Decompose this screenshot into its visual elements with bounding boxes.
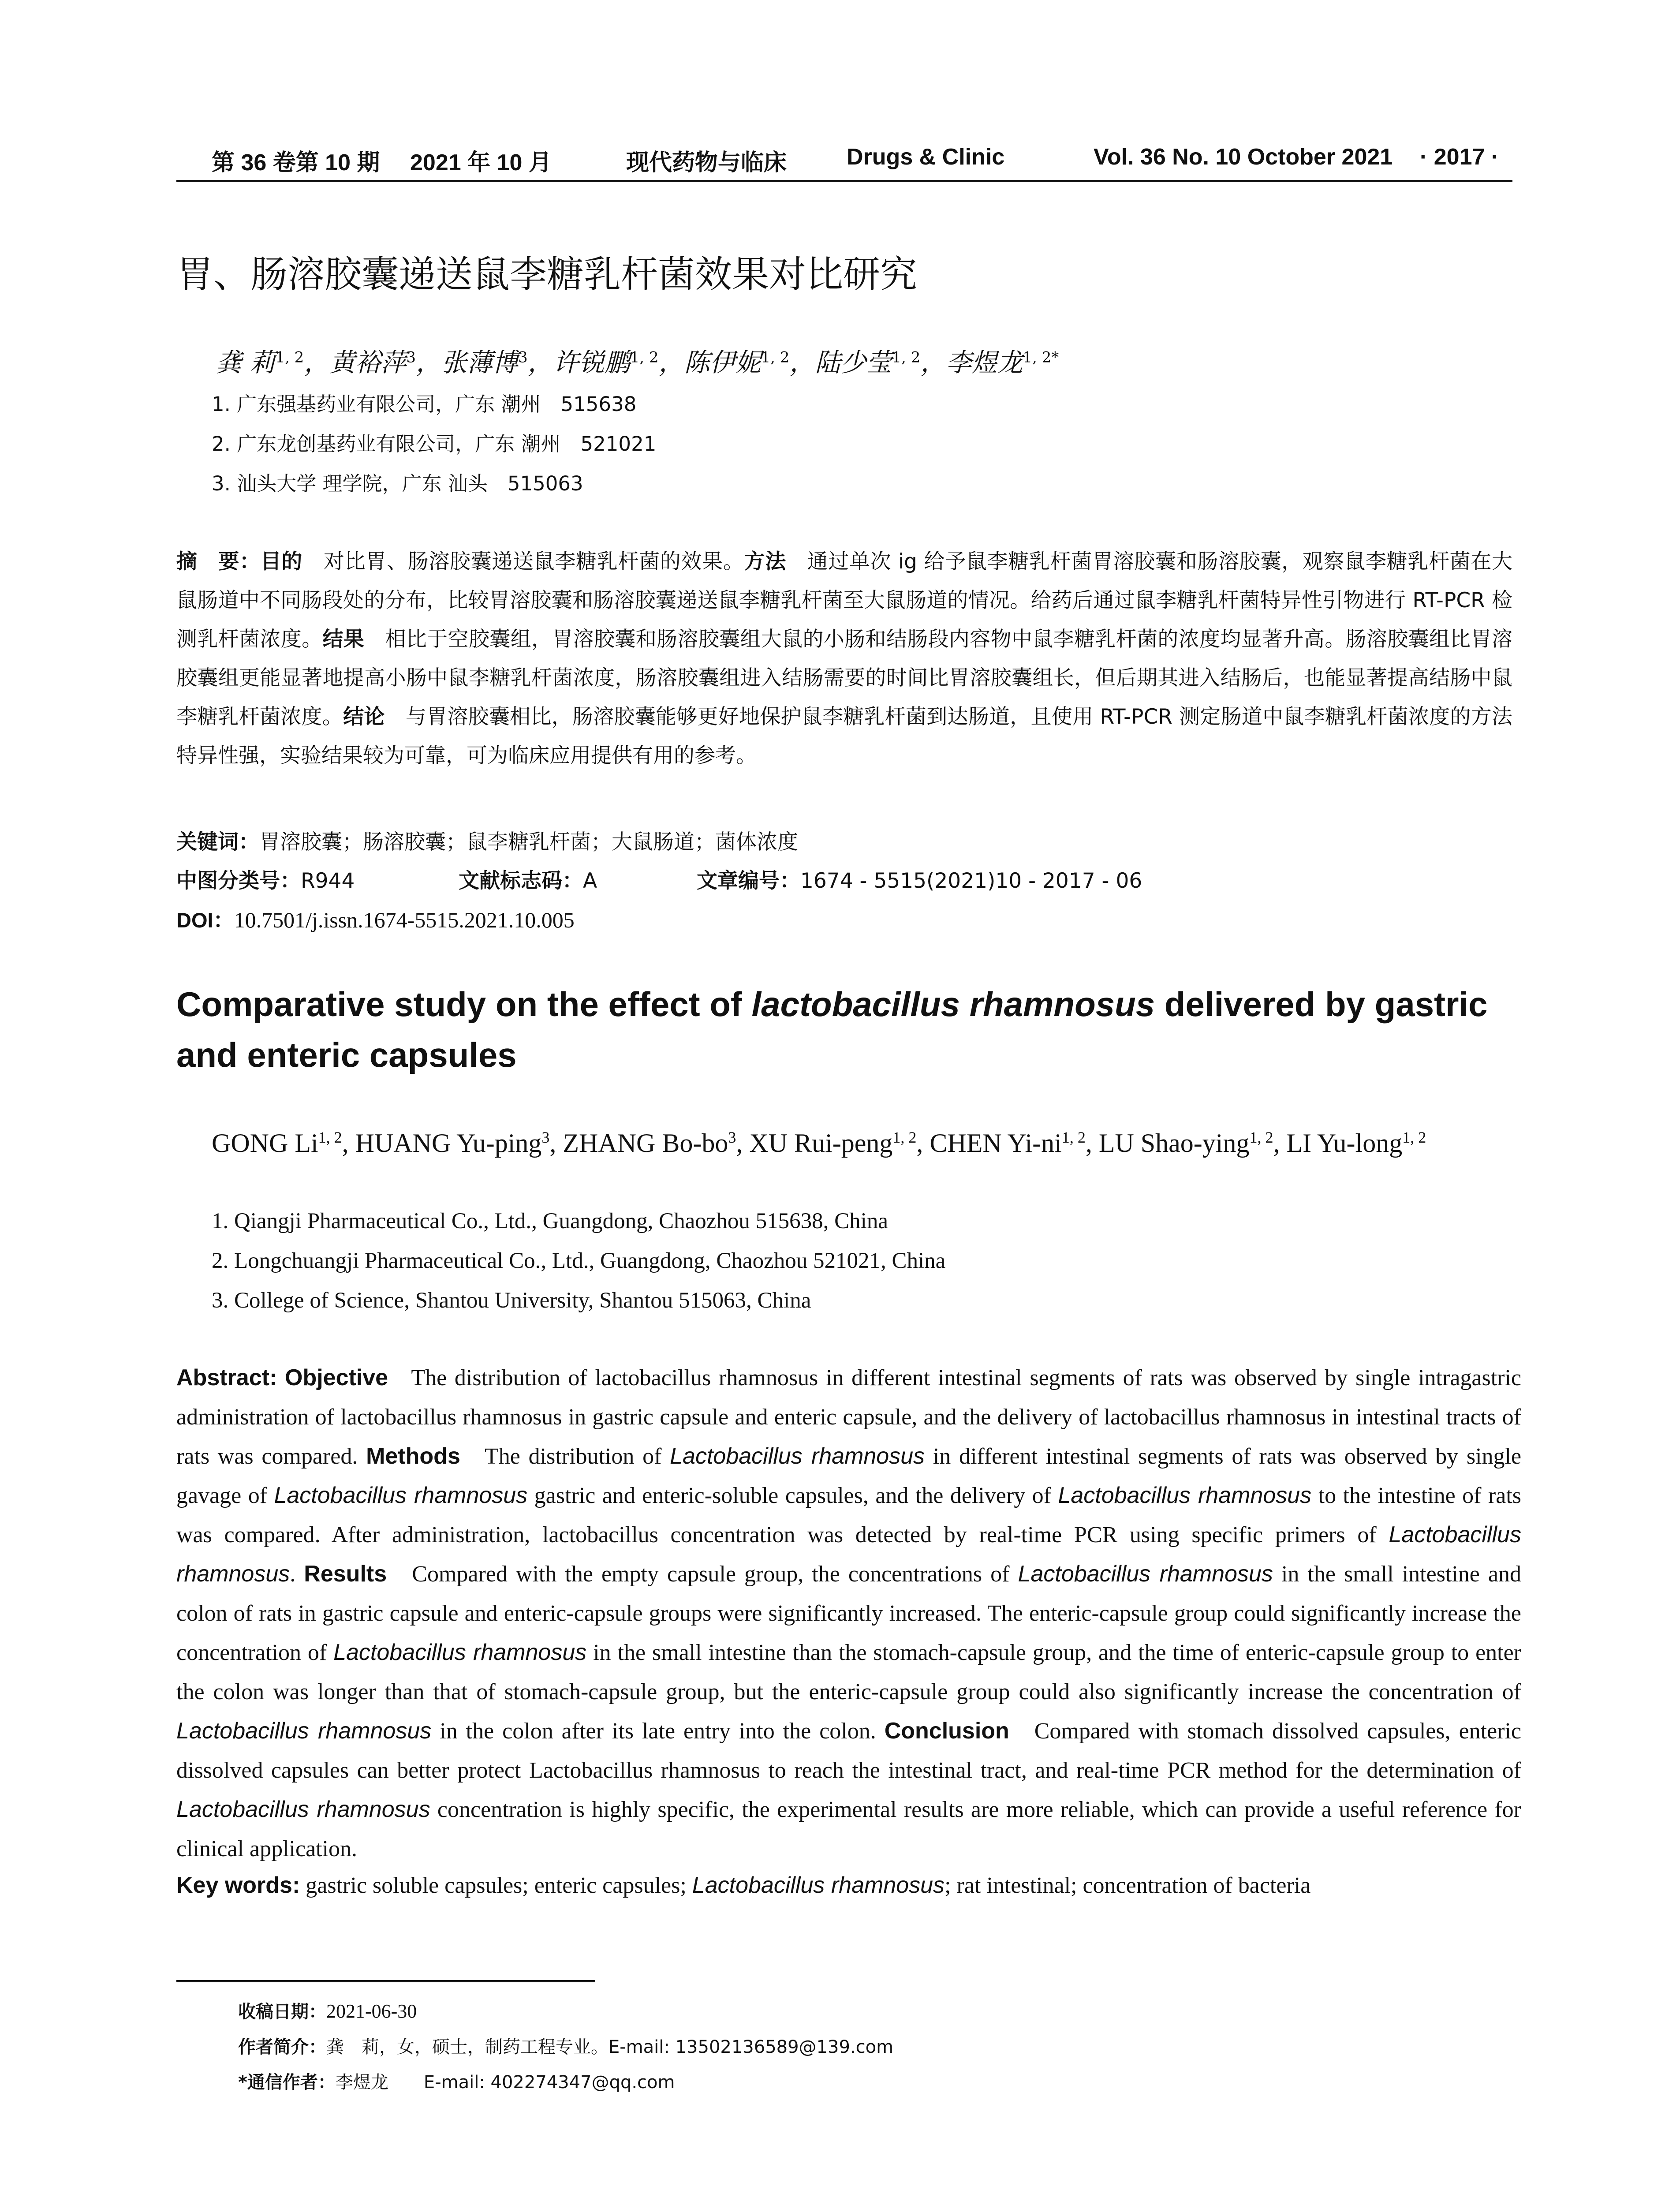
running-header — [176, 140, 1512, 182]
en-author — [749, 1129, 916, 1158]
cn-author-separator: ， — [304, 348, 330, 377]
results-label-en: Results — [304, 1561, 387, 1587]
document-code: 文献标志码：A — [459, 869, 597, 893]
article-number: 文章编号：1674 - 5515(2021)10 - 2017 - 06 — [697, 869, 1142, 893]
affiliation-en-1: 1. Qiangji Pharmaceutical Co., Ltd., Guangdong, Chaozhou 515638, China — [212, 1209, 888, 1233]
keywords-text-cn: 胃溶胶囊；肠溶胶囊；鼠李糖乳杆菌；大鼠肠道；菌体浓度 — [259, 830, 798, 854]
affiliation-cn-3: 3. 汕头大学 理学院，广东 汕头 515063 — [212, 472, 583, 495]
cn-author-separator: ， — [416, 348, 442, 377]
objective-label-en: Objective — [285, 1365, 388, 1390]
en-author-name: GONG Li — [212, 1129, 318, 1158]
affiliation-cn-1: 1. 广东强基药业有限公司，广东 潮州 515638 — [212, 392, 637, 416]
author-list-cn — [216, 342, 1059, 379]
conclusion-text-cn: 与胃溶胶囊相比，肠溶胶囊能够更好地保护鼠李糖乳杆菌到达肠道，且使用 RT-PCR 测定肠道中鼠李糖乳杆菌浓度的方法特异性强，实验结果较为可靠，可为临床应用提供有用的参考。 — [176, 705, 1512, 768]
affiliation-en-3: 3. College of Science, Shantou University, Shantou 515063, China — [212, 1288, 811, 1313]
en-author-name: HUANG Yu-ping — [355, 1129, 542, 1158]
cn-author-affiliation-mark: 1, 2 — [275, 348, 304, 366]
results-label-cn: 结果 — [322, 627, 365, 651]
cn-author-separator: ， — [527, 348, 553, 377]
cn-author-name: 龚 莉 — [216, 348, 276, 377]
cn-author — [815, 348, 921, 377]
classification-line — [176, 864, 1512, 891]
en-author-separator: , — [549, 1129, 563, 1158]
cn-author — [553, 348, 659, 377]
en-author — [563, 1129, 736, 1158]
header-journal-en: Drugs & Clinic — [847, 144, 1005, 170]
title-species: lactobacillus rhamnosus — [751, 985, 1155, 1024]
cn-author-affiliation-mark: 1, 2* — [1023, 348, 1059, 366]
cn-author-name: 陆少莹 — [815, 348, 892, 377]
keywords-en: Key words: gastric soluble capsules; enteric capsules; Lactobacillus rhamnosus; rat intestinal; concentration of bacteria — [176, 1872, 1311, 1898]
abstract-cn — [176, 542, 1512, 775]
en-author-separator: , — [1273, 1129, 1287, 1158]
footnote-author: 作者简介：龚 莉，女，硕士，制药工程专业。E-mail: 13502136589@139.com — [238, 2037, 894, 2057]
objective-text-en: The distribution of lactobacillus rhamnosus in different intestinal segments of rats was observed by single intragastric administration of lactobacillus rhamnosus in gastric capsule and enteric capsule, and the delivery of lactobacillus rhamnosus in intestinal tracts of rats was compared. — [176, 1365, 1522, 1469]
conclusion-label-cn: 结论 — [343, 705, 385, 729]
en-author-affiliation-mark: 1, 2 — [318, 1129, 342, 1146]
cn-author-separator: ， — [658, 348, 684, 377]
objective-text-cn: 对比胃、肠溶胶囊递送鼠李糖乳杆菌的效果。 — [302, 549, 744, 574]
en-author-name: XU Rui-peng — [749, 1129, 893, 1158]
doi-link[interactable]: 10.7501/j.issn.1674-5515.2021.10.005 — [234, 908, 575, 932]
en-author-separator: , — [916, 1129, 930, 1158]
affiliation-en-2: 2. Longchuangji Pharmaceutical Co., Ltd., Guangdong, Chaozhou 521021, China — [212, 1248, 946, 1273]
abstract-cn-label: 摘 要： — [176, 549, 261, 574]
en-author-name: ZHANG Bo-bo — [563, 1129, 728, 1158]
cn-author-separator: ， — [789, 348, 815, 377]
methods-label-cn: 方法 — [744, 549, 786, 574]
header-volume-cn: 第 36 卷第 10 期 — [212, 150, 380, 176]
paper-title-en: Comparative study on the effect of lactobacillus rhamnosus delivered by gastric and enteric capsules — [176, 985, 1488, 1074]
footnote-corresponding: *通信作者：李煜龙 E-mail: 402274347@qq.com — [238, 2072, 675, 2093]
header-volume-en: Vol. 36 No. 10 October 2021 — [1094, 144, 1393, 170]
en-author-affiliation-mark: 1, 2 — [1402, 1129, 1426, 1146]
en-author — [1286, 1129, 1426, 1158]
cn-author — [684, 348, 790, 377]
cn-author-separator: ， — [920, 348, 946, 377]
en-author-name: LU Shao-ying — [1098, 1129, 1250, 1158]
cn-author-affiliation-mark: 3 — [406, 348, 416, 366]
cn-author — [946, 348, 1059, 377]
author-list-en — [212, 1118, 1517, 1162]
cn-author-name: 许锐鹏 — [553, 348, 630, 377]
en-author-name: CHEN Yi-ni — [930, 1129, 1062, 1158]
en-author-affiliation-mark: 3 — [728, 1129, 736, 1146]
methods-text-cn: 通过单次 ig 给予鼠李糖乳杆菌胃溶胶囊和肠溶胶囊，观察鼠李糖乳杆菌在大鼠肠道中不同肠段处的分布，比较胃溶胶囊和肠溶胶囊递送鼠李糖乳杆菌至大鼠肠道的情况。给药后通过鼠李糖乳杆菌特异性引物进行 RT-PCR 检测乳杆菌浓度。 — [176, 549, 1513, 651]
results-text-cn: 相比于空胶囊组，胃溶胶囊和肠溶胶囊组大鼠的小肠和结肠段内容物中鼠李糖乳杆菌的浓度均显著升高。肠溶胶囊组比胃溶胶囊组更能显著地提高小肠中鼠李糖乳杆菌浓度，肠溶胶囊组进入结肠需要的时间比胃溶胶囊组长，但后期其进入结肠后，也能显著提高结肠中鼠李糖乳杆菌浓度。 — [176, 627, 1513, 729]
en-author-name: LI Yu-long — [1286, 1129, 1403, 1158]
cn-author-name: 陈伊妮 — [684, 348, 761, 377]
doi-line — [176, 904, 575, 934]
header-page-number: · 2017 · — [1420, 144, 1499, 170]
cn-author-affiliation-mark: 1, 2 — [630, 348, 659, 366]
en-author-separator: , — [736, 1129, 750, 1158]
affiliation-cn-2: 2. 广东龙创基药业有限公司，广东 潮州 521021 — [212, 432, 657, 456]
en-author-separator: , — [1085, 1129, 1099, 1158]
en-author — [355, 1129, 550, 1158]
en-author-affiliation-mark: 1, 2 — [1061, 1129, 1086, 1146]
conclusion-label-en: Conclusion — [884, 1718, 1009, 1744]
cn-author-name: 黄裕萍 — [329, 348, 407, 377]
keywords-label-en: Key words: — [176, 1872, 300, 1898]
footnote-received: 收稿日期：2021-06-30 — [238, 2000, 417, 2022]
abstract-en-label: Abstract: — [176, 1365, 277, 1390]
footnote-divider — [176, 1980, 595, 1982]
en-author — [212, 1129, 342, 1158]
paper-title-cn: 胃、肠溶胶囊递送鼠李糖乳杆菌效果对比研究 — [176, 253, 918, 296]
cn-author-affiliation-mark: 1, 2 — [761, 348, 790, 366]
cn-author-name: 张薄博 — [441, 348, 519, 377]
header-date-cn: 2021 年 10 月 — [410, 150, 552, 176]
cn-author — [441, 348, 528, 377]
keywords-label-cn: 关键词： — [176, 830, 259, 854]
en-author-affiliation-mark: 1, 2 — [892, 1129, 917, 1146]
en-author — [1099, 1129, 1273, 1158]
abstract-en: Abstract: Objective The distribution of lactobacillus rhamnosus in different intestinal segments of rats was observed by single intragastric administration of lactobacillus rhamnosus in gastric capsule and enteric capsule, and the delivery of lactobacillus rhamnosus in intestinal tracts of rats was compared. Methods The distribution of Lactobacillus rhamnosus in different intestinal segments of rats was observed by single gavage of Lactobacillus rhamnosus gastric and enteric-soluble capsules, and the delivery of Lactobacillus rhamnosus to the intestine of rats was compared. After administration, lactobacillus concentration was detected by real-time PCR using specific primers of Lactobacillus rhamnosus. Results Compared with the empty capsule group, the concentrations of Lactobacillus rhamnosus in the small intestine and colon of rats in gastric capsule and enteric-capsule groups were significantly increased. The enteric-capsule group could significantly increase the concentration of Lactobacillus rhamnosus in the small intestine than the stomach-capsule group, and the time of enteric-capsule group to enter the colon was longer than that of stomach-capsule group, but the enteric-capsule group could also significantly increase the concentration of Lactobacillus rhamnosus in the colon after its late entry into the colon. Conclusion Compared with stomach dissolved capsules, enteric dissolved capsules can better protect Lactobacillus rhamnosus to reach the intestinal tract, and real-time PCR method for the determination of Lactobacillus rhamnosus concentration is highly specific, the experimental results are more reliable, which can provide a useful reference for clinical application. — [176, 1365, 1522, 1861]
cn-author-name: 李煜龙 — [946, 348, 1023, 377]
en-author-affiliation-mark: 3 — [541, 1129, 550, 1146]
clc-number: 中图分类号：R944 — [176, 869, 355, 893]
en-author — [930, 1129, 1085, 1158]
doi-label: DOI： — [176, 908, 234, 932]
en-author-separator: , — [342, 1129, 355, 1158]
cn-author — [216, 348, 304, 377]
header-journal-cn: 现代药物与临床 — [626, 149, 787, 176]
keywords-cn — [176, 826, 798, 855]
cn-author — [329, 348, 416, 377]
cn-author-affiliation-mark: 1, 2 — [892, 348, 921, 366]
en-author-affiliation-mark: 1, 2 — [1249, 1129, 1273, 1146]
cn-author-affiliation-mark: 3 — [518, 348, 528, 366]
methods-label-en: Methods — [366, 1443, 460, 1469]
objective-label-cn: 目的 — [260, 549, 303, 574]
